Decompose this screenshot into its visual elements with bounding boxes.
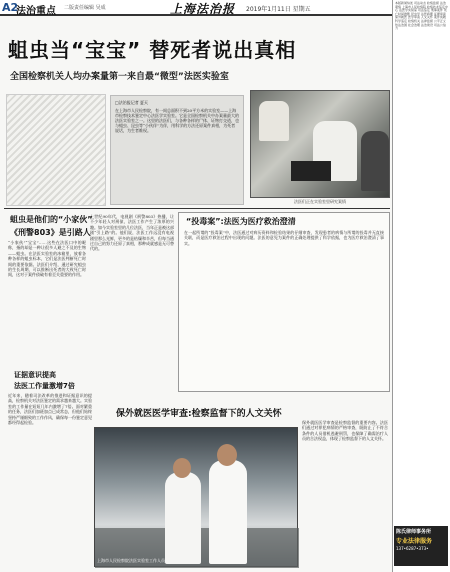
divider <box>4 208 390 209</box>
advertisement <box>394 526 448 566</box>
decorative-texture <box>6 94 106 206</box>
ad-phone: 137•6287•373• <box>396 546 429 551</box>
page-header <box>0 0 450 16</box>
section-heading: 法医工作量激增7倍 <box>14 382 75 390</box>
section-heading: 证据意识提高 <box>14 371 56 379</box>
photo-caption: 法医们正在实验室里研究案情 <box>294 199 346 204</box>
photo-person <box>165 472 201 564</box>
body-text: 保外就医医学审查是检察监督的重要内容。法医们通过对罪犯病情的严格审查，既防止了不符合条件的人员借机逃避刑罚，也保障了确需治疗人员的合法权益，体现了检察监督下的人文关怀。 <box>302 420 388 442</box>
section-heading: 保外就医医学审查:检察监督下的人文关怀 <box>116 409 282 419</box>
intro-box <box>110 95 244 205</box>
ad-line: 专业法律服务 <box>396 538 433 545</box>
text-column <box>184 230 384 388</box>
section-heading: “投毒案”:法医为医疗救治澄清 <box>186 217 296 226</box>
lab-photo <box>250 90 390 204</box>
section-title: 法治重点 <box>16 6 56 17</box>
side-text: 本版新闻综述 司法动态 检察监督 法治观察 上海市人民检察院 检察技术鉴定中心 法医学实验室 司法鉴定 刑事案件 死亡时间推断 昆虫学 法医病理 证据审查 保外就医 医学审查 人文关怀 案件侦破 科学鉴定 检察机关 法律监督 公平正义 依法治国 社会治理 法治建设 司法公信力 <box>395 1 448 31</box>
sub-headline: 全国检察机关人均办案量第一来自最“微型”法医实验室 <box>10 72 229 82</box>
body-text: 近年来，随着司法改革的推进和证据意识的提高，检察机关对法医鉴定的需求越来越大。实验室的工作量在短短几年内激增了7倍。面对繁重的任务，法医们加班加点已成常态，但他们始终坚持严谨细致的工作作风，确保每一份鉴定意见都经得起检验。 <box>8 393 92 426</box>
text-column <box>90 214 174 362</box>
photo-head <box>217 444 237 466</box>
body-text: “小家伙”“宝宝”……这些在法医口中的昵称，指的却是一种让很多人避之不及的生物——蛆虫。在法医实验室的冰箱里，放着各种各样的蛆虫标本，它们是法医判断死亡时间的重要依据。法医们介绍，通过研究蛆虫的生长周期，可以推断出死者的大致死亡时间，这对于案件侦破有着至关重要的作用。 <box>8 240 86 278</box>
ad-line: 陈氏律师事务所 <box>396 529 432 535</box>
text-column <box>8 393 92 567</box>
editor-line: 二版责任编辑 吴成 <box>64 5 106 11</box>
doctors-photo <box>94 427 298 567</box>
photo-laptop <box>291 161 331 181</box>
body-text: 在一起所谓的“投毒案”中，法医通过对病历资料和检验结果的仔细审查，发现患者的病情与所谓的投毒并无直接关联，而是医疗救治过程中出现的问题。法医的意见为案件的正确处理提供了科学依据，也为医疗救治澄清了事实。 <box>184 230 384 246</box>
text-column <box>302 420 388 568</box>
main-headline: 蛆虫当“宝宝” 替死者说出真相 <box>8 38 297 62</box>
body-text: 上世纪90年代，电视剧《刑警803》热播，让不少年轻人对刑侦、法医工作产生了浓厚的兴趣。如今实验室里的几位法医，当年正是被这部剧“引上路”的。他们说，法医工作远没有电视剧里那么光鲜，更多的是枯燥和辛苦，但每当通过自己的努力还原了真相，那种成就感是无可替代的。 <box>90 214 174 252</box>
masthead: 上海法治报 <box>170 2 236 16</box>
photo-person <box>209 460 247 564</box>
page-number: A2 <box>2 1 19 14</box>
photo-head <box>173 458 191 478</box>
intro-text: 在上海市人民检察院，有一间总面积不到20平方米的实验室——上海市检察技术鉴定中心法医学实验室。它是全国检察机关中办案量最大的法医实验室之一。这里的法医们，与各种各样的尸体、证物打交道，也与蛆虫、昆虫等“小伙伴”为伴，用科学的方法还原案件真相，为死者说话，为生者维权。 <box>115 108 239 133</box>
photo-caption: 上海市人民检察院法医实验室工作人员 <box>97 558 165 563</box>
byline: □法治报记者 夏天 <box>115 100 149 105</box>
photo-person <box>361 131 389 191</box>
issue-date: 2019年1月11日 星期五 <box>246 6 311 13</box>
photo-person <box>259 101 289 141</box>
text-column <box>8 240 86 360</box>
section-heading: 蛆虫是他们的“小家伙” <box>10 215 93 224</box>
side-column <box>392 0 450 572</box>
section-heading: 《刑警803》是引路人 <box>10 228 91 237</box>
